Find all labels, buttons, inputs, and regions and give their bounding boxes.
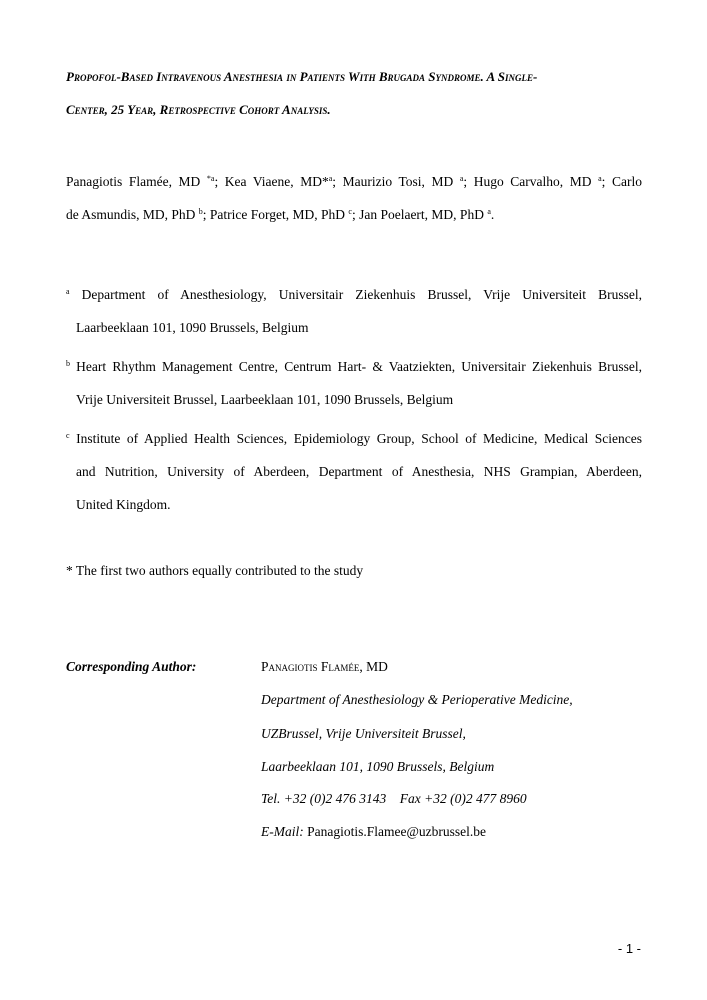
corresponding-department: Department of Anesthesiology & Perioperative Medicine, xyxy=(261,692,573,707)
author-name: ; Hugo Carvalho, MD xyxy=(463,174,599,189)
affiliation-text: Institute of Applied Health Sciences, Epidemiology Group, School of Medicine, Medical Sciences xyxy=(69,431,642,446)
corresponding-phone-fax: Tel. +32 (0)2 476 3143 Fax +32 (0)2 477 8960 xyxy=(261,791,527,806)
corresponding-author-label: Corresponding Author: xyxy=(66,659,197,674)
affiliation-marker: b xyxy=(66,359,70,368)
author-name: ; Jan Poelaert, MD, PhD xyxy=(351,207,488,222)
email-label: E-Mail: xyxy=(261,824,304,839)
affiliation-marker: a xyxy=(66,287,70,296)
affiliation-c-line-3: United Kingdom. xyxy=(76,497,171,512)
affiliation-marker: c xyxy=(348,207,352,216)
author-name: ; Maurizio Tosi, MD xyxy=(332,174,460,189)
paper-title-line-1: Propofol-Based Intravenous Anesthesia in Patients With Brugada Syndrome. A Single- xyxy=(66,69,538,84)
affiliation-marker: a xyxy=(459,174,464,183)
affiliation-marker: c xyxy=(66,431,70,440)
author-degree: , MD xyxy=(359,659,388,674)
affiliation-marker: a xyxy=(328,174,333,183)
affiliation-marker: b xyxy=(198,207,203,216)
author-name: de Asmundis, MD, PhD xyxy=(66,207,199,222)
email-address[interactable]: Panagiotis.Flamee@uzbrussel.be xyxy=(303,824,487,839)
equal-contribution-footnote: * The first two authors equally contributed to the study xyxy=(66,563,364,578)
author-name: Panagiotis Flamée, MD xyxy=(66,174,207,189)
author-name: Panagiotis Flamée xyxy=(261,659,360,674)
affiliation-a-line-2: Laarbeeklaan 101, 1090 Brussels, Belgium xyxy=(76,320,309,335)
affiliation-marker: a xyxy=(598,174,602,183)
affiliation-text: Department of Anesthesiology, Universitair Ziekenhuis Brussel, Vrije Universiteit Brussel, xyxy=(69,287,642,302)
corresponding-address: Laarbeeklaan 101, 1090 Brussels, Belgium xyxy=(261,759,495,774)
author-list-end: . xyxy=(490,207,495,222)
corresponding-author-name xyxy=(261,658,388,675)
affiliation-a-line-1 xyxy=(66,286,642,303)
affiliation-b-line-2: Vrije Universiteit Brussel, Laarbeeklaan 101, 1090 Brussels, Belgium xyxy=(76,392,454,407)
page-number: - 1 - xyxy=(617,941,641,956)
affiliation-marker: *a xyxy=(206,174,215,183)
affiliation-c-line-2: and Nutrition, University of Aberdeen, Department of Anesthesia, NHS Grampian, Aberdeen, xyxy=(76,464,642,479)
corresponding-institution: UZBrussel, Vrije Universiteit Brussel, xyxy=(261,726,466,741)
affiliation-marker: a xyxy=(487,207,491,216)
paper-title-line-2: Center, 25 Year, Retrospective Cohort Analysis. xyxy=(66,102,331,117)
author-name: ; Carlo xyxy=(601,174,642,189)
affiliation-c-line-1 xyxy=(66,430,642,447)
affiliation-text: Heart Rhythm Management Centre, Centrum Hart- & Vaatziekten, Universitair Ziekenhuis Brussel, xyxy=(70,359,642,374)
affiliation-b-line-1 xyxy=(66,358,642,375)
author-list-line-1 xyxy=(66,173,642,190)
author-list-line-2 xyxy=(66,206,642,223)
author-name: ; Kea Viaene, MD* xyxy=(214,174,329,189)
author-name: ; Patrice Forget, MD, PhD xyxy=(202,207,349,222)
corresponding-email-line xyxy=(261,823,486,840)
